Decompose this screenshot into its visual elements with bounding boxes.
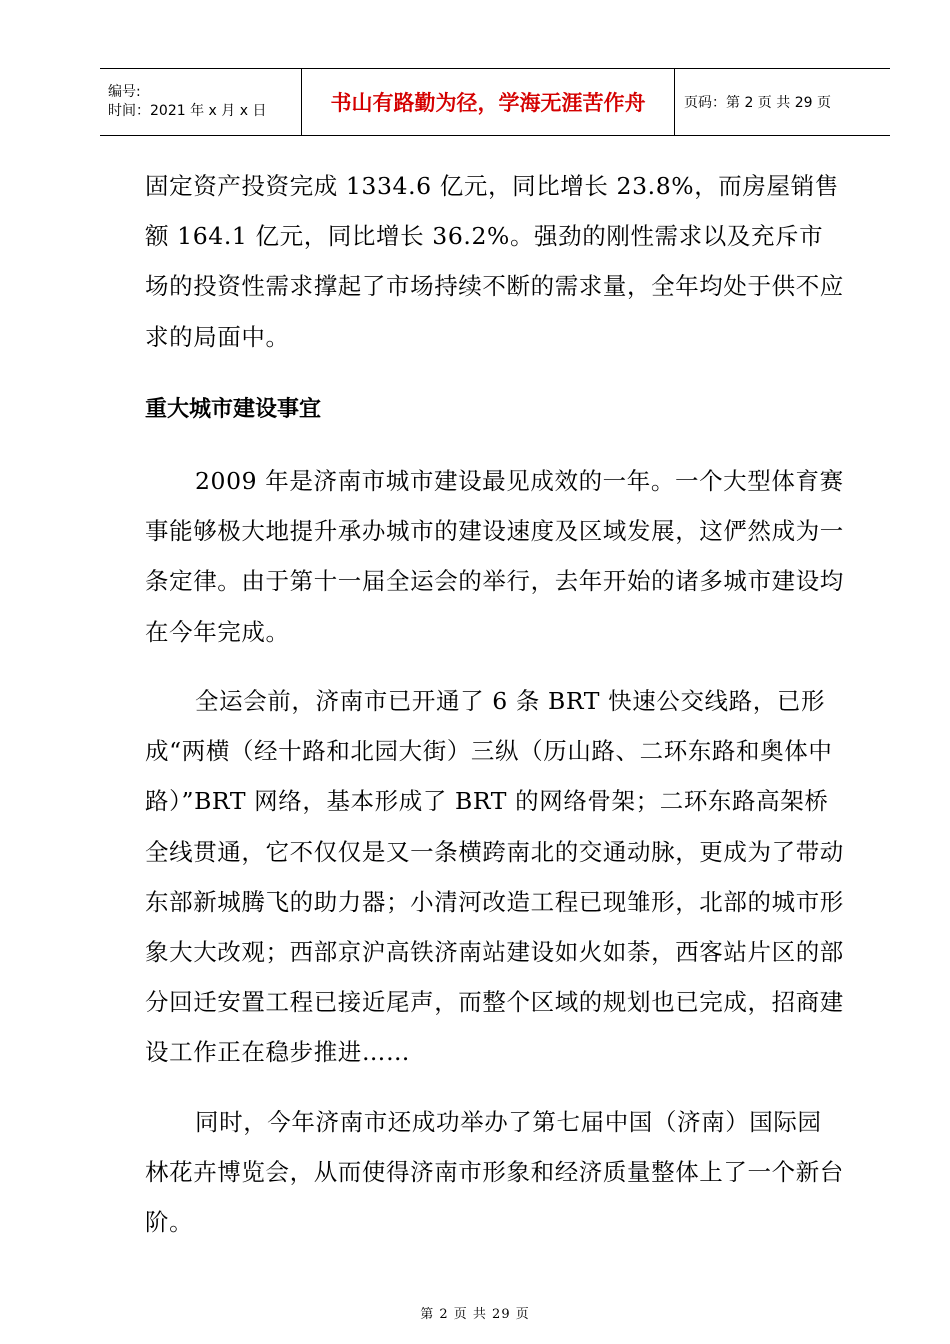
- header-motto: [302, 69, 675, 135]
- paragraph-construction-overview: 2009 年是济南市城市建设最见成效的一年。一个大型体育赛事能够极大地提升承办城市的建设速度及区域发展，这俨然成为一条定律。由于第十一届全运会的举行，去年开始的诸多城市建设均在今年完成。: [145, 467, 844, 646]
- document-number-label: 编号:: [108, 84, 141, 100]
- paragraph-garden-expo: 同时，今年济南市还成功举办了第七届中国（济南）国际园林花卉博览会，从而使得济南市形象和经济质量整体上了一个新台阶。: [145, 1108, 844, 1237]
- page-footer: 第 2 页 共 29 页: [420, 1307, 530, 1322]
- header-meta: [100, 69, 302, 135]
- paragraph-brt-network: 全运会前，济南市已开通了 6 条 BRT 快速公交线路，已形成“两横（经十路和北园大街）三纵（历山路、二环东路和奥体中路）”BRT 网络，基本形成了 BRT 的网络骨架；二环东路高架桥全线贯通，它不仅仅是又一条横跨南北的交通动脉，更成为了带动东部新城腾飞的助力器；小清河改造工程已现雏形，北部的城市形象大大改观；西部京沪高铁济南站建设如火如荼，西客站片区的部分回迁安置工程已接近尾声，而整个区域的规划也已完成，招商建设工作正在稳步推进……: [145, 687, 844, 1067]
- paragraph-intro: 固定资产投资完成 1334.6 亿元，同比增长 23.8%，而房屋销售额 164.1 亿元，同比增长 36.2%。强劲的刚性需求以及充斥市场的投资性需求撑起了市场持续不断的需求量，全年均处于供不应求的局面中。: [145, 172, 844, 351]
- motto-text: 书山有路勤为径，学海无涯苦作舟: [330, 91, 646, 115]
- document-date-label: 时间：2021 年 x 月 x 日: [108, 103, 267, 119]
- document-header: [100, 68, 890, 136]
- page-number-label: 页码：第 2 页 共 29 页: [684, 95, 831, 111]
- section-heading: 重大城市建设事宜: [145, 397, 322, 422]
- header-page-info: [675, 69, 890, 135]
